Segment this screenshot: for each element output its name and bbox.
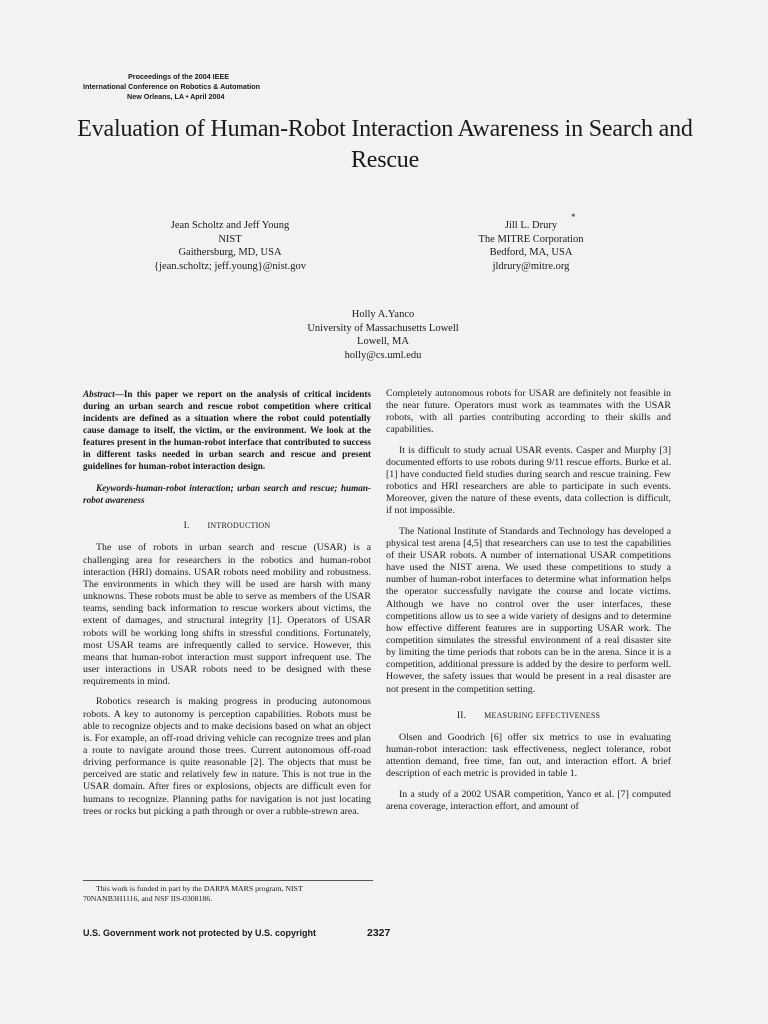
author-name: Holly A.Yanco [351, 309, 415, 320]
paragraph: In a study of a 2002 USAR competition, Yanco et al. [7] computed arena coverage, interaction effort, and amount of [386, 788, 671, 812]
abstract-text: —In this paper we report on the analysis of critical incidents during an urban search and rescue robot competition where critical incidents are defined as a situation where the robot could potentially cause damage to itself, the victim, or the environment. We look at the features present in the human-robot interface that contributed to success in different tasks needed in urban search and rescue and present guidelines for human-robot interaction design. [83, 389, 371, 471]
author-location: Gaithersburg, MD, USA [178, 247, 282, 258]
author-email: {jean.scholtz; jeff.young}@nist.gov [154, 260, 306, 272]
section-heading-introduction [83, 520, 371, 532]
paragraph: The use of robots in urban search and rescue (USAR) is a challenging area for researchers in the robotics and human-robot interaction (HRI) domains. USAR robots need mobility and robustness. The environments in which they will be used are harsh with many unknowns. These robots must be able to serve as members of the USAR teams, sending back information to rescue workers about victims, the extent of damages, and structural integrity [1]. Operators of USAR robots will be working long shifts in stressful conditions. Fortunately, most USAR teams are infrequently called to service. However, this means that human-robot interaction must support infrequent use. The user interactions in USAR robots need to be designed with these requirements in mind. [83, 542, 371, 688]
paper-title: Evaluation of Human-Robot Interaction Awareness in Search and Rescue [77, 116, 693, 173]
author-name: Jill L. Drury [504, 220, 558, 231]
author-location: Bedford, MA, USA [489, 247, 573, 258]
page-number: 2327 [367, 927, 391, 939]
author-location: Lowell, MA [357, 336, 409, 347]
paragraph: It is difficult to study actual USAR events. Casper and Murphy [3] documented efforts to use robots during 9/11 rescue efforts. Burke et al. [1] have conducted field studies during search and rescue training. Few robotics and HRI researchers are able to participate in such events. Moreover, given the nature of these events, data collection is difficult, if not impossible. [386, 444, 671, 517]
section-title: INTRODUCTION [207, 521, 271, 531]
abstract-label: Abstract [83, 389, 115, 399]
footnote-line: This work is funded in part by the DARPA MARS program, NIST [96, 884, 303, 893]
author-name: Jean Scholtz and Jeff Young [170, 220, 290, 231]
paragraph: Olsen and Goodrich [6] offer six metrics to use in evaluating human-robot interaction: task effectiveness, neglect tolerance, robot attention demand, free time, fan out, and interaction effort. A brief description of each metric is provided in table 1. [386, 731, 671, 780]
author-org: The MITRE Corporation [478, 233, 584, 245]
proceedings-line: New Orleans, LA • April 2004 [127, 92, 225, 101]
author-org: NIST [218, 233, 242, 245]
paragraph: Completely autonomous robots for USAR are definitely not feasible in the near future. Operators must work as teammates with the USAR robots, with all parties contributing according to their skills and capabilities. [386, 388, 671, 436]
author-org: University of Massachusetts Lowell [307, 322, 459, 334]
keywords: Keywords-human-robot interaction; urban search and rescue; human-robot awareness [83, 483, 371, 506]
section-heading-measuring-effectiveness [386, 710, 671, 722]
author-block-mitre [445, 219, 617, 273]
right-column [386, 388, 671, 821]
abstract [83, 388, 371, 472]
funding-footnote [83, 880, 373, 904]
left-column [83, 388, 371, 826]
author-block-uml [258, 308, 508, 362]
section-number: II. [456, 710, 467, 721]
footnote-star-mark: * [571, 212, 576, 222]
author-email: holly@cs.uml.edu [344, 349, 422, 361]
author-block-nist [140, 219, 320, 273]
proceedings-header [83, 72, 343, 102]
section-title: MEASURING EFFECTIVENESS [484, 710, 601, 720]
author-email: jldrury@mitre.org [492, 260, 570, 272]
proceedings-line: Proceedings of the 2004 IEEE [128, 72, 230, 81]
copyright-notice: U.S. Government work not protected by U.S. copyright [83, 928, 317, 938]
footnote-line: 70NANB3H1116, and NSF IIS-0308186. [83, 894, 213, 903]
paragraph: Robotics research is making progress in producing autonomous robots. A key to autonomy is perception capabilities. Robots must be able to recognize objects and to make decisions based on what an object is. For example, an off-road driving vehicle can recognize trees and plan a route to navigate around those trees. Current autonomous off-road driving performance is quite reasonable [2]. The objects that must be perceived are static and relatively few in nature. This is not true in the USAR domain. After fires or explosions, objects are difficult even for humans to recognize. Planning paths for navigation is not just locating trees or rocks but picking a path through or over a rubble-strewn area. [83, 696, 371, 817]
section-number: I. [183, 521, 190, 532]
paragraph: The National Institute of Standards and Technology has developed a physical test arena [4,5] that researchers can use to test the capabilities of their USAR robots. A number of international USAR competitions have used the NIST arena. We used these competitions to study a number of human-robot interfaces to determine what information helps the operator successfully navigate the course and locate victims. Although we have no control over the user interfaces, these competitions allow us to see a wide variety of designs and to determine how effective different features are in supporting USAR work. The competition simulates the stressful environment of a real disaster site by limiting the time periods that robots can be in the arena. Since it is a competition, additional pressure is added by the desire to perform well. However, the safety issues that would be present in a real disaster are not present in the competition setting. [386, 525, 671, 695]
proceedings-line: International Conference on Robotics & Automation [83, 82, 261, 91]
